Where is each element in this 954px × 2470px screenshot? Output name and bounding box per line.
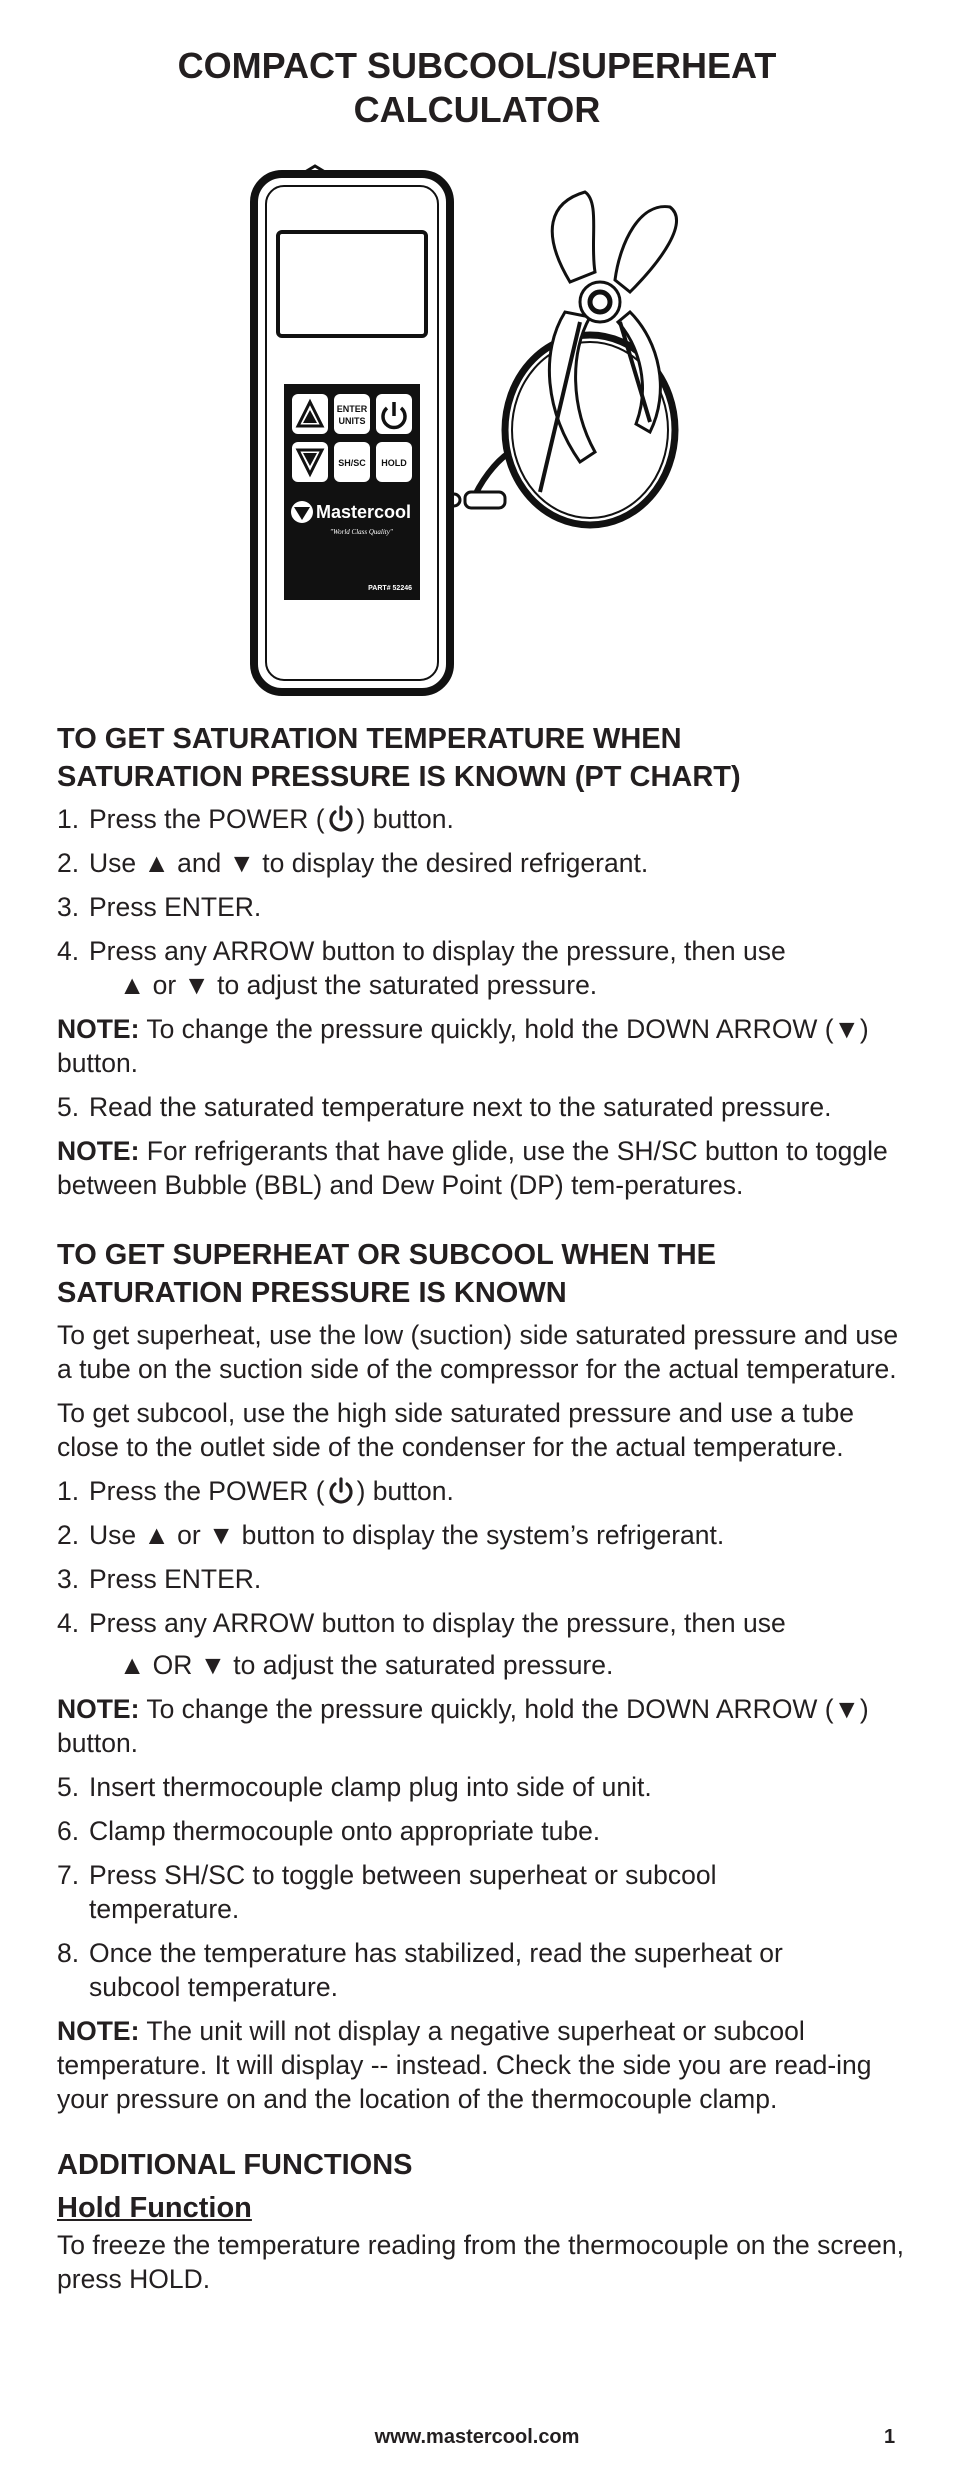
brand-name: Mastercool [316, 502, 412, 522]
enter-key-label-2: UNITS [338, 416, 366, 426]
hold-key-label: HOLD [381, 458, 407, 468]
list-item: 1. Press the POWER ( ) button. [57, 804, 454, 834]
section-superheat-subcool [57, 1236, 907, 2116]
brand-tagline: "World Class Quality" [330, 528, 393, 536]
list-item: 4. Press any ARROW button to display the pressure, then use ▲ OR ▼ to adjust the saturated pressure. [57, 1608, 786, 1680]
list-item: 2. Use ▲ and ▼ to display the desired refrigerant. [57, 848, 649, 878]
list-item: 5. Read the saturated temperature next to the saturated pressure. [57, 1092, 832, 1122]
device-body [254, 166, 450, 692]
thermocouple-clamp [472, 192, 676, 525]
calculator-illustration [240, 162, 720, 702]
page-title [0, 44, 954, 132]
list-item: 4. Press any ARROW button to display the pressure, then use ▲ or ▼ to adjust the saturated pressure. [57, 936, 786, 1000]
paragraph: To freeze the temperature reading from the thermocouple on the screen, press HOLD. [57, 2230, 905, 2294]
footer-url: www.mastercool.com [374, 2426, 580, 2448]
list-item: 6. Clamp thermocouple onto appropriate tube. [57, 1816, 601, 1846]
list-item: 1. Press the POWER ( ) button. [57, 1476, 454, 1506]
note: NOTE: To change the pressure quickly, hold the DOWN ARROW (▼) button. [57, 1014, 869, 1078]
note: NOTE: For refrigerants that have glide, use the SH/SC button to toggle between Bubble (BBL) and Dew Point (DP) tem-peratures. [57, 1136, 888, 1200]
cable-plug [448, 492, 505, 508]
shsc-key-label: SH/SC [338, 458, 366, 468]
note: NOTE: To change the pressure quickly, hold the DOWN ARROW (▼) button. [57, 1694, 869, 1758]
paragraph: To get subcool, use the high side saturated pressure and use a tube close to the outlet side of the condenser for the actual temperature. [57, 1398, 855, 1462]
section-2-heading: TO GET SUPERHEAT OR SUBCOOL WHEN THE SATURATION PRESSURE IS KNOWN [57, 1239, 716, 1309]
note: NOTE: The unit will not display a negative superheat or subcool temperature. It will display -- instead. Check the side you are read-ing your pressure on and the location of the thermocouple clamp. [57, 2016, 872, 2114]
instructions [57, 720, 907, 2306]
power-icon [327, 1477, 355, 1505]
page-number: 1 [884, 2426, 896, 2448]
list-item: 2. Use ▲ or ▼ button to display the system’s refrigerant. [57, 1520, 725, 1550]
list-item: 7. Press SH/SC to toggle between superheat or subcool temperature. [57, 1860, 717, 1924]
section-1-heading: TO GET SATURATION TEMPERATURE WHEN SATURATION PRESSURE IS KNOWN (PT CHART) [57, 723, 741, 793]
title-line-2: CALCULATOR [353, 89, 601, 130]
list-item: 8. Once the temperature has stabilized, read the superheat or subcool temperature. [57, 1938, 783, 2002]
section-saturation-temperature [57, 720, 907, 1202]
part-number: PART# 52246 [368, 585, 412, 592]
power-icon [327, 805, 355, 833]
paragraph: To get superheat, use the low (suction) side saturated pressure and use a tube on the suction side of the compressor for the actual temperature. [57, 1320, 899, 1384]
list-item: 5. Insert thermocouple clamp plug into side of unit. [57, 1772, 652, 1802]
hold-function-subheading: Hold Function [57, 2192, 252, 2224]
section-3-heading: ADDITIONAL FUNCTIONS [57, 2149, 413, 2181]
list-item: 3. Press ENTER. [57, 1564, 262, 1594]
section-additional-functions [57, 2146, 907, 2296]
enter-key-label-1: ENTER [336, 404, 368, 414]
title-line-1: COMPACT SUBCOOL/SUPERHEAT [177, 45, 777, 86]
list-item: 3. Press ENTER. [57, 892, 262, 922]
